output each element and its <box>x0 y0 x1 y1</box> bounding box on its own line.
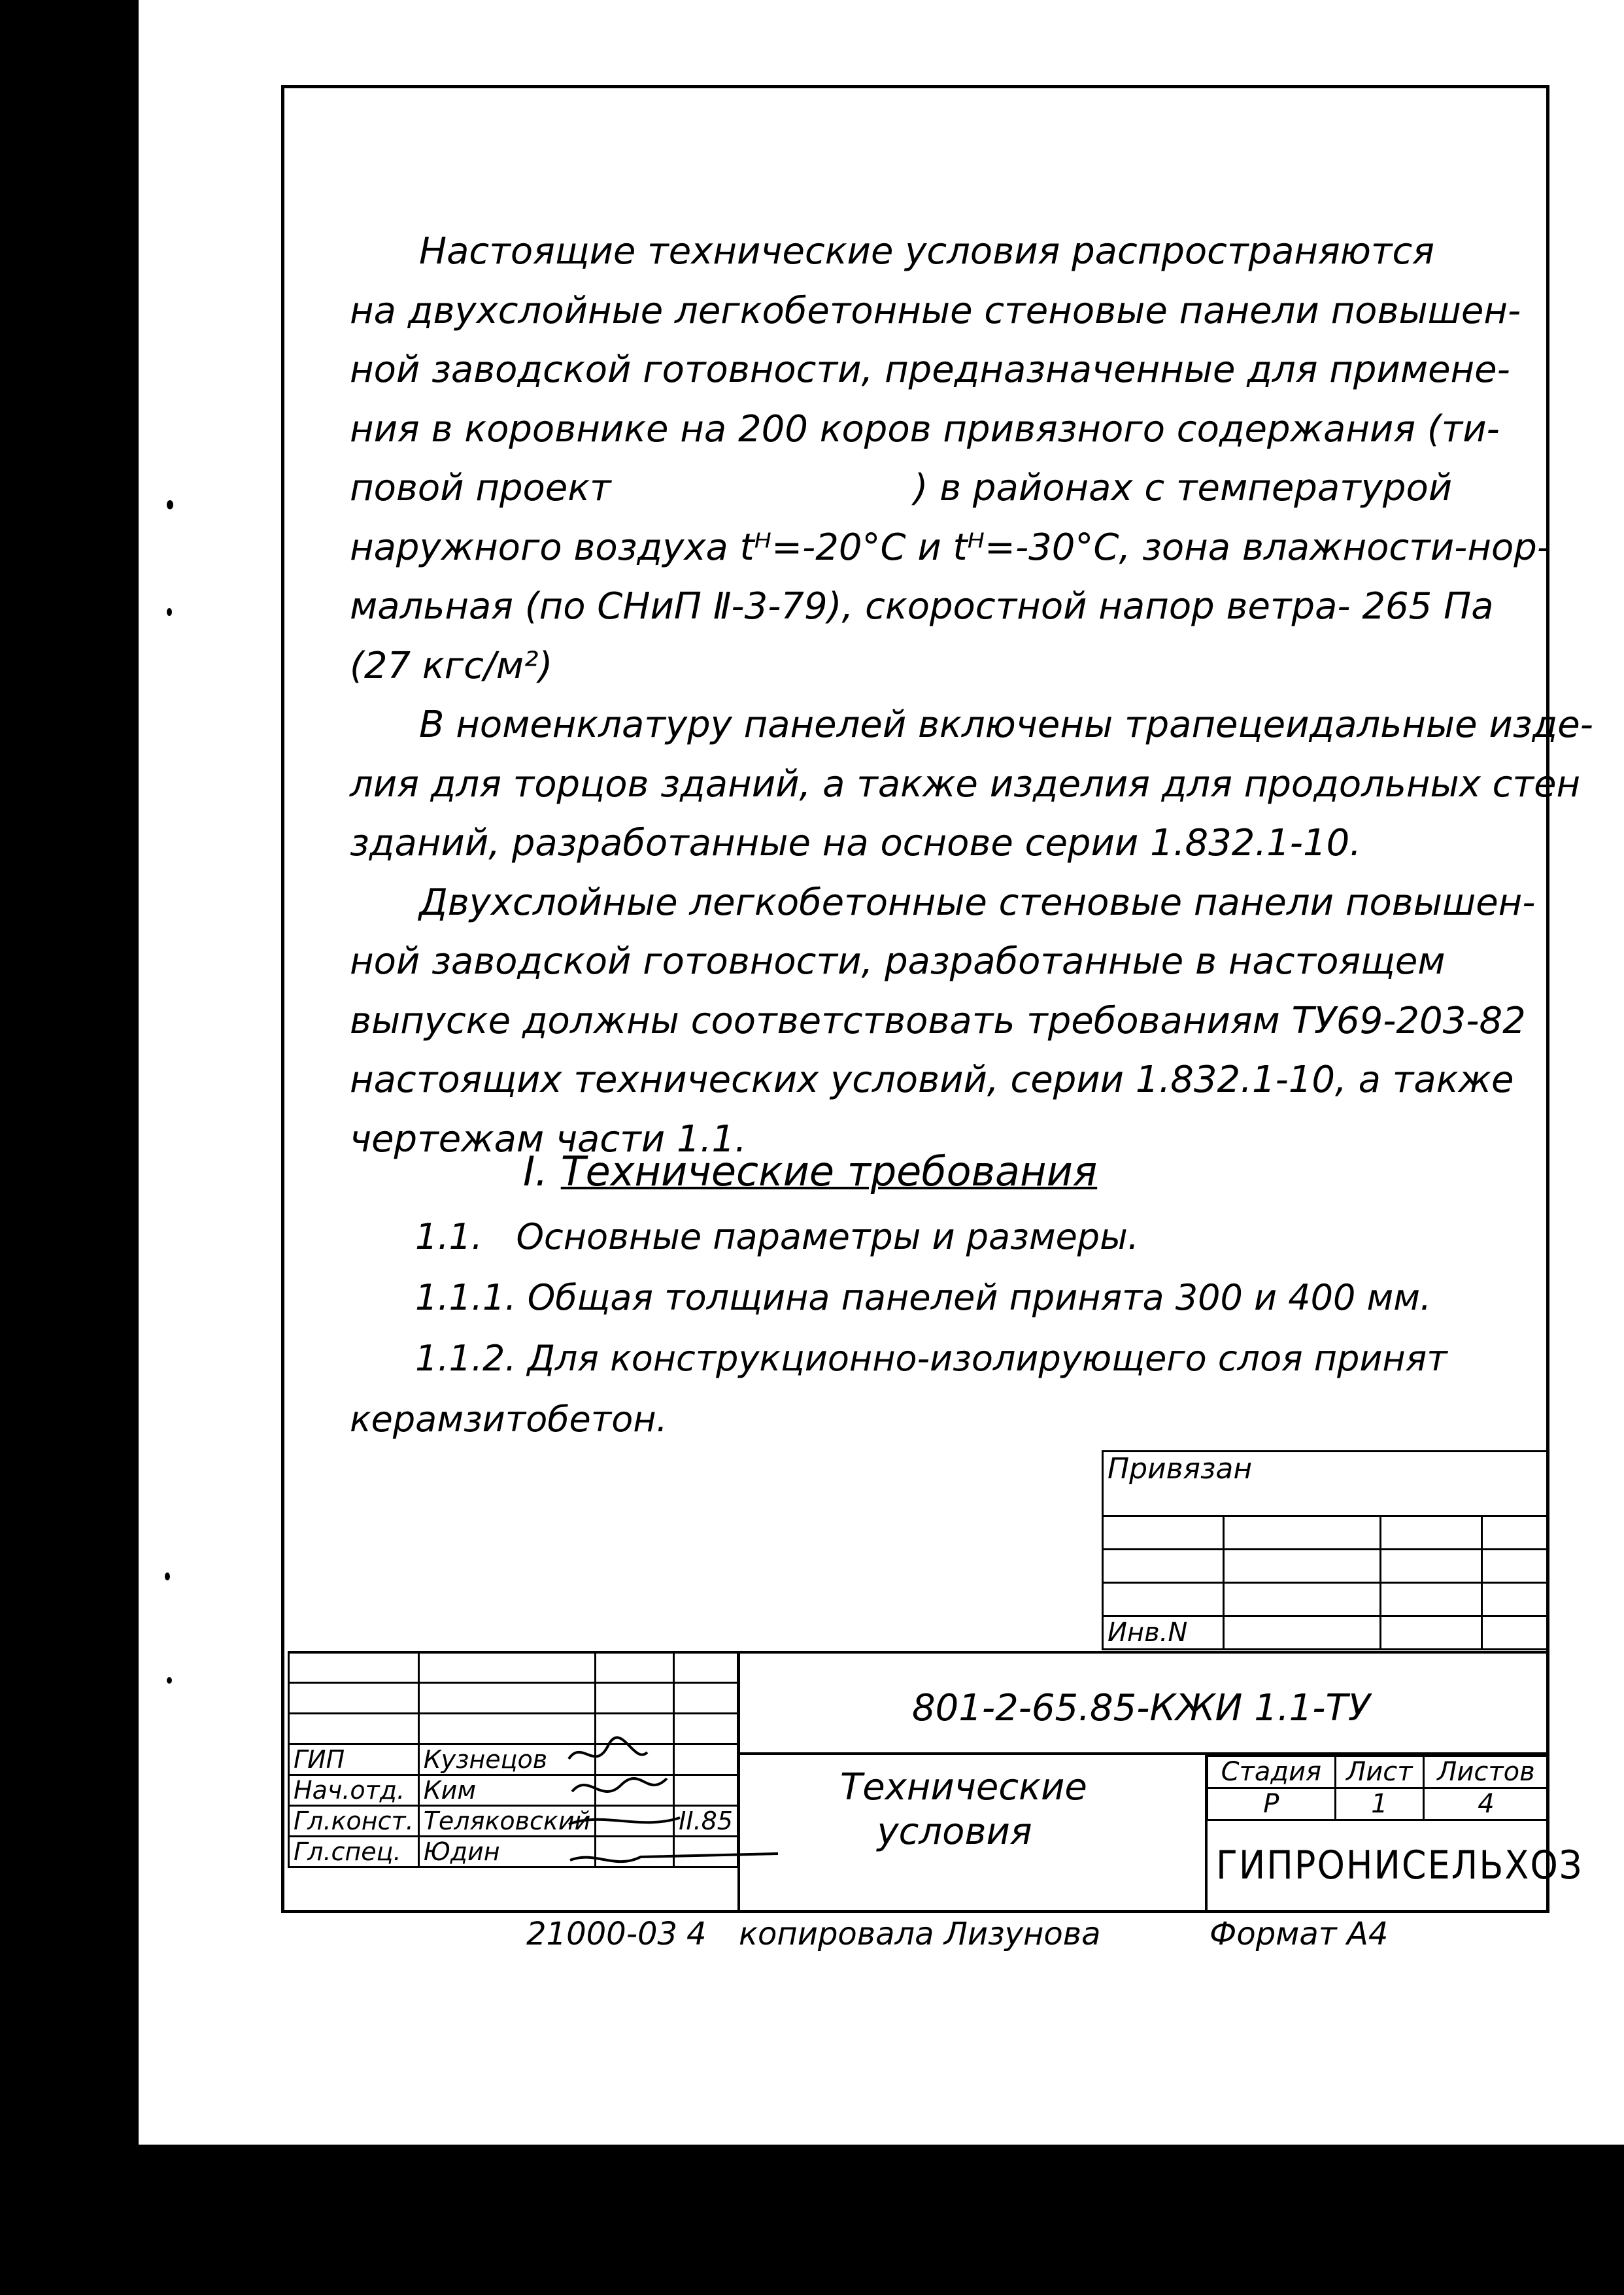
document-title <box>840 1765 1087 1854</box>
signer-date: II.85 <box>674 1806 738 1837</box>
section-heading <box>523 1148 1097 1195</box>
list-item: керамзитобетон. <box>350 1399 668 1440</box>
title-line: условия <box>877 1810 1032 1853</box>
inventory-number-label: Инв.N <box>1103 1616 1224 1650</box>
stage-value: Р <box>1208 1788 1336 1820</box>
punch-mark <box>167 1677 172 1684</box>
footer-sheet: 4 <box>686 1916 707 1952</box>
footer-format: Формат А4 <box>1210 1916 1389 1952</box>
signer-name: Юдин <box>418 1837 596 1867</box>
binding-stamp <box>1102 1450 1549 1650</box>
section-number: I. <box>523 1148 548 1195</box>
text-line: ной заводской готовности, предназначенные для примене- <box>350 348 1510 391</box>
stage-header: Стадия <box>1208 1756 1336 1788</box>
signer-role: Гл.конст. <box>289 1806 419 1837</box>
text-line: выпуске должны соответствовать требованиям ТУ69-203-82 <box>350 999 1526 1042</box>
sheet-value: 1 <box>1335 1788 1423 1820</box>
document-code: 801-2-65.85-КЖИ 1.1-ТУ <box>912 1687 1370 1729</box>
text-line: Двухслойные легкобетонные стеновые панели повышен- <box>419 881 1536 924</box>
title-line: Технические <box>840 1766 1087 1809</box>
body-text <box>350 222 1593 1169</box>
signer-name: Теляковский <box>418 1806 596 1837</box>
stage-table <box>1206 1755 1549 1821</box>
sheets-value: 4 <box>1423 1788 1548 1820</box>
text-line: лия для торцов зданий, а также изделия для продольных стен <box>350 762 1581 806</box>
list-item: 1.1. Основные параметры и размеры. <box>415 1216 1139 1257</box>
text-line: на двухслойные легкобетонные стеновые панели повышен- <box>350 289 1521 332</box>
text-line: ной заводской готовности, разработанные в настоящем <box>350 940 1446 983</box>
section-title: Технические требования <box>560 1148 1098 1195</box>
text-line: (27 кгс/м²) <box>350 644 553 687</box>
signer-role: ГИП <box>289 1744 419 1775</box>
text-line: В номенклатуру панелей включены трапецеидальные изде- <box>419 704 1593 746</box>
list-item: 1.1.2. Для конструкционно-изолирующего слоя принят <box>415 1338 1447 1379</box>
text-line: Настоящие технические условия распространяются <box>419 230 1434 273</box>
text-line: чертежам части 1.1. <box>350 1117 747 1161</box>
text-line: повой проект ) в районах с температурой <box>350 467 1453 509</box>
signature-scribbles <box>562 1733 785 1896</box>
footer-code: 21000-03 <box>526 1916 678 1952</box>
text-line: ния в коровнике на 200 коров привязного содержания (ти- <box>350 407 1500 450</box>
signer-role: Гл.спец. <box>289 1837 419 1867</box>
signer-name: Ким <box>418 1775 596 1806</box>
text-line: настоящих технических условий, серии 1.832.1-10, а также <box>350 1059 1514 1101</box>
list-item: 1.1.1. Общая толщина панелей принята 300 и 400 мм. <box>415 1277 1432 1318</box>
punch-mark <box>167 608 172 616</box>
sheet-header: Лист <box>1335 1756 1423 1788</box>
text-line: зданий, разработанные на основе серии 1.832.1-10. <box>350 822 1362 864</box>
text-line: наружного воздуха tᴴ=-20°C и tᴴ=-30°C, зона влажности-нор- <box>350 526 1550 569</box>
punch-mark <box>165 1572 170 1580</box>
footer-copied-by: копировала Лизунова <box>739 1916 1101 1952</box>
sheets-header: Листов <box>1423 1756 1548 1788</box>
requirements-list <box>350 1206 1447 1450</box>
signer-role: Нач.отд. <box>289 1775 419 1806</box>
punch-mark <box>167 500 173 509</box>
organization-name: ГИПРОНИСЕЛЬХОЗ <box>1216 1843 1583 1888</box>
text-line: мальная (по СНиП Ⅱ-3-79), скоростной напор ветра- 265 Па <box>350 585 1494 628</box>
binding-label: Привязан <box>1103 1452 1549 1516</box>
signer-name: Кузнецов <box>418 1744 596 1775</box>
